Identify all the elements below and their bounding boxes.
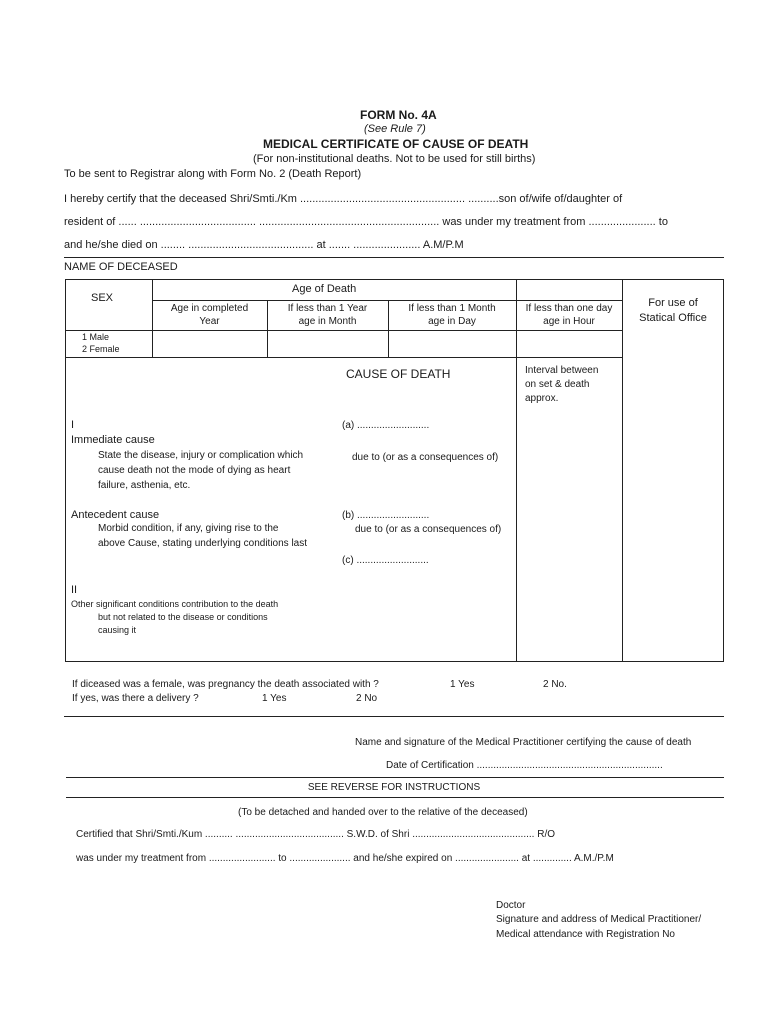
divider — [64, 257, 724, 258]
immediate-desc-3: failure, asthenia, etc. — [98, 480, 191, 491]
pregnancy-question: If diceased was a female, was pregnancy the death associated with ? — [72, 679, 379, 690]
send-note: To be sent to Registrar along with Form No. 2 (Death Report) — [64, 168, 362, 180]
form-subtitle: (For non-institutional deaths. Not to be used for still births) — [253, 153, 536, 165]
other-conditions-3: causing it — [98, 625, 137, 635]
detach-note: (To be detached and handed over to the relative of the deceased) — [238, 807, 528, 818]
form-title: MEDICAL CERTIFICATE OF CAUSE OF DEATH — [263, 137, 529, 151]
interval-header-3: approx. — [525, 393, 559, 404]
cause-a-field: (a) .......................... — [342, 420, 430, 431]
signature-address-label: Signature and address of Medical Practitioner/ — [496, 914, 702, 925]
practitioner-signature-label: Name and signature of the Medical Practitioner certifying the cause of death — [355, 737, 692, 748]
treatment-line: was under my treatment from ........................ to ...................... and he/she expired on ....................... at .............. A.M./P.M — [76, 853, 614, 864]
name-of-deceased-label: NAME OF DECEASED — [64, 261, 178, 273]
interval-header-1: Interval between — [525, 365, 599, 376]
age-year-header-1: Age in completed — [170, 303, 249, 314]
antecedent-cause-label: Antecedent cause — [71, 509, 160, 521]
divider — [64, 716, 724, 717]
office-use-1: For use of — [648, 297, 698, 309]
age-of-death-header: Age of Death — [292, 283, 357, 295]
pregnancy-no: 2 No. — [543, 679, 567, 690]
cause-c-field: (c) .......................... — [342, 555, 429, 566]
immediate-desc-2: cause death not the mode of dying as heart — [98, 465, 291, 476]
divider — [66, 777, 724, 778]
attendance-label: Medical attendance with Registration No — [496, 929, 675, 940]
other-conditions-2: but not related to the disease or conditions — [98, 612, 268, 622]
age-day-header-2: age in Day — [428, 316, 476, 327]
rule-reference: (See Rule 7) — [364, 123, 426, 135]
delivery-no: 2 No — [356, 693, 378, 704]
cause-b-field: (b) .......................... — [342, 510, 430, 521]
office-use-2: Statical Office — [639, 312, 707, 324]
pregnancy-yes: 1 Yes — [450, 679, 475, 690]
age-month-header-1: If less than 1 Year — [287, 303, 368, 314]
due-to-2: due to (or as a consequences of) — [355, 524, 502, 535]
delivery-question: If yes, was there a delivery ? — [72, 693, 199, 704]
part-one-marker: I — [71, 419, 75, 431]
antecedent-desc-1: Morbid condition, if any, giving rise to the — [98, 523, 279, 534]
antecedent-desc-2: above Cause, stating underlying conditions last — [98, 538, 308, 549]
other-conditions-1: Other significant conditions contribution to the death — [71, 599, 279, 609]
certified-line: Certified that Shri/Smti./Kum .......... ....................................... S.W.D. of Shri ............................................ R/O — [76, 829, 555, 840]
died-line: and he/she died on ........ ......................................... at ....... ...................... A.M/P.M — [64, 239, 464, 251]
age-year-header-2: Year — [199, 316, 220, 327]
sex-option-female: 2 Female — [82, 344, 120, 354]
due-to-1: due to (or as a consequences of) — [352, 452, 499, 463]
doctor-label: Doctor — [496, 900, 526, 911]
sex-header: SEX — [91, 292, 114, 304]
immediate-desc-1: State the disease, injury or complication which — [98, 450, 304, 461]
cause-of-death-title: CAUSE OF DEATH — [346, 367, 451, 381]
immediate-cause-label: Immediate cause — [71, 434, 155, 446]
resident-line: resident of ...... ...................................... ........................................................... was under my treatment from ...................... to — [64, 216, 668, 228]
delivery-yes: 1 Yes — [262, 693, 287, 704]
age-hour-header-2: age in Hour — [543, 316, 595, 327]
age-day-header-1: If less than 1 Month — [408, 303, 496, 314]
see-reverse-note: SEE REVERSE FOR INSTRUCTIONS — [307, 782, 481, 793]
age-hour-header-1: If less than one day — [525, 303, 613, 314]
divider — [66, 797, 724, 798]
date-of-certification: Date of Certification ................................................................... — [386, 760, 663, 771]
certify-line: I hereby certify that the deceased Shri/Smti./Km ...................................................... ..........son of/wife of/daughter of — [64, 193, 623, 205]
part-two-marker: II — [71, 584, 78, 596]
age-month-header-2: age in Month — [298, 316, 357, 327]
interval-header-2: on set & death — [525, 379, 590, 390]
sex-option-male: 1 Male — [82, 332, 110, 342]
form-number: FORM No. 4A — [360, 108, 437, 122]
